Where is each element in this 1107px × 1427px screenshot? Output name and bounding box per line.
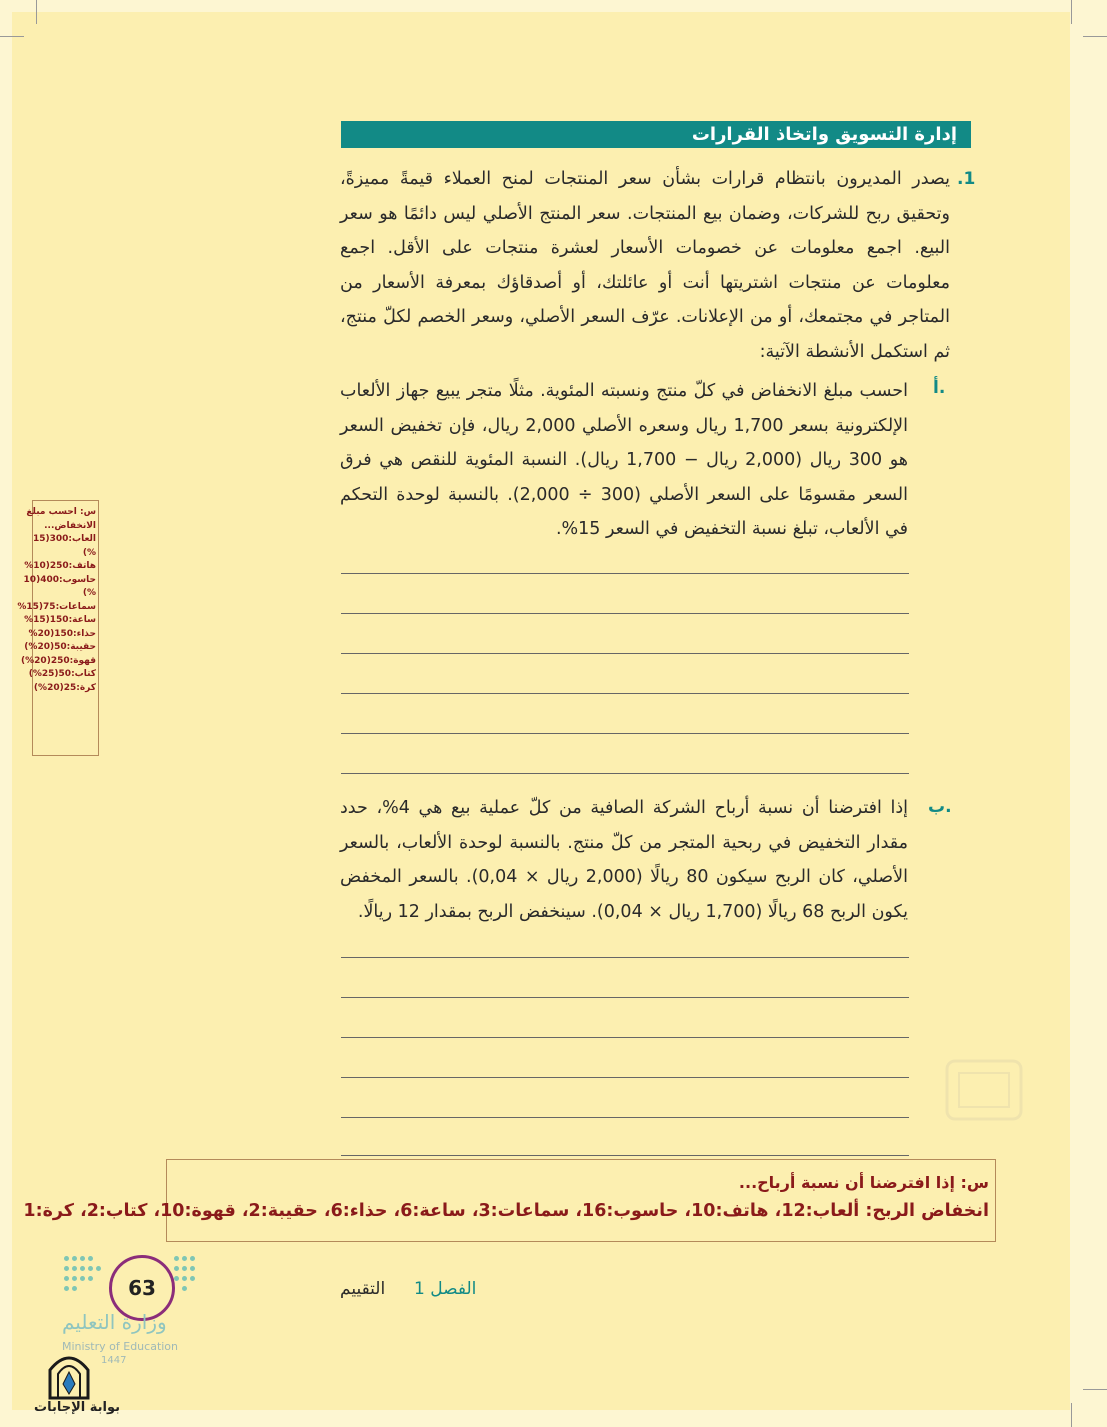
crop-mark	[1083, 1389, 1107, 1390]
answer-box	[23, 1159, 996, 1242]
chapter-footer	[340, 1279, 476, 1299]
section-label: التقييم	[340, 1279, 386, 1299]
side-answer-line: حذاء:150(20%	[28, 628, 96, 639]
watermark-icon	[943, 1055, 1025, 1125]
crop-mark	[1071, 1403, 1072, 1427]
writing-line	[341, 573, 909, 574]
side-answer-line: قهوة:250(20%)	[21, 655, 96, 666]
writing-line	[341, 733, 909, 734]
crop-mark	[1071, 0, 1072, 24]
ministry-logo-arabic: وزارة التعليم	[62, 1310, 167, 1334]
side-answer-line: ساعة:150(15%	[24, 615, 96, 625]
site-logo-icon	[46, 1350, 92, 1400]
question-1-text: يصدر المديرون بانتظام قرارات بشأن سعر المنتجات لمنح العملاء قيمةً مميزةً، وتحقيق ربح للشركات، وضمان بيع المنتجات. سعر المنتج الأصلي ليس دائمًا هو سعر البيع. اجمع معلومات عن خصومات الأسعار لعشرة منتجات على الأقل. اجمع معلومات عن منتجات اشتريتها أنت أو عائلتك، أو أصدقاؤك بمعرفة الأسعار من المتاجر في مجتمعك، أو من الإعلانات. عرّف السعر الأصلي، وسعر الخصم لكلّ منتج، ثم استكمل الأنشطة الآتية:	[340, 169, 950, 362]
writing-line	[341, 1037, 909, 1038]
writing-line	[341, 957, 909, 958]
side-answer-line: %)	[82, 547, 96, 558]
crop-mark	[0, 36, 24, 37]
answer-text: انخفاض الربح: ألعاب:12، هاتف:10، حاسوب:16، سماعات:3، ساعة:6، حذاء:6، حقيبة:2، قهوة:10، كتاب:2، كرة:1	[23, 1201, 989, 1221]
side-answer-line: كرة:25(20%)	[33, 682, 96, 693]
answer-question: س: إذا افترضنا أن نسبة أرباح...	[738, 1173, 989, 1192]
writing-line	[341, 1155, 909, 1156]
item-b-text: إذا افترضنا أن نسبة أرباح الشركة الصافية من كلّ عملية بيع هي 4%، حدد مقدار التخفيض في ربحية المتجر من كلّ منتج. بالنسبة لوحدة الألعاب، بالسعر الأصلي، كان الربح سيكون 80 ريالًا (2,000 ريال × 0,04). بالسعر المخفض يكون الربح 68 ريالًا (1,700 ريال × 0,04). سينخفض الربح بمقدار 12 ريالًا.	[340, 798, 909, 922]
ministry-year: 1447	[101, 1355, 127, 1366]
page-number: 63	[109, 1255, 175, 1321]
writing-line	[341, 653, 909, 654]
side-answer-line: هاتف:250(10%	[24, 561, 96, 571]
item-a-letter: أ.	[933, 378, 946, 398]
side-answer-line: حاسوب:400(10	[23, 574, 96, 585]
chapter-label: الفصل 1	[414, 1279, 477, 1299]
crop-mark	[36, 0, 37, 24]
side-answer-box	[17, 500, 99, 756]
item-b-letter: ب.	[928, 797, 952, 817]
writing-line	[341, 773, 909, 774]
side-answer-line: س: احسب مبلغ	[26, 507, 96, 517]
item-a-text: احسب مبلغ الانخفاض في كلّ منتج ونسبته المئوية. مثلًا متجر يبيع جهاز الألعاب الإلكترونية بسعر 1,700 ريال وسعره الأصلي 2,000 ريال، فإن تخفيض السعر هو 300 ريال (2,000 ريال − 1,700 ريال). النسبة المئوية للنقص هي فرق السعر مقسومًا على السعر الأصلي (300 ÷ 2,000). بالنسبة لوحدة التحكم في الألعاب، تبلغ نسبة التخفيض في السعر 15%.	[340, 381, 909, 539]
side-answer-line: حقيبة:50(20%)	[24, 642, 96, 652]
side-answer-line: سماعات:75(15%	[17, 601, 96, 612]
site-label: بوابة الإجابات	[34, 1400, 120, 1415]
question-number: .1	[957, 169, 976, 189]
side-answer-line: %)	[82, 588, 96, 598]
side-answer-line: كتاب:50(25%)	[28, 669, 96, 679]
side-answer-line: الانخفاض...	[44, 520, 96, 531]
crop-mark	[1083, 36, 1107, 37]
section-title: إدارة التسويق واتخاذ القرارات	[341, 121, 971, 148]
writing-line	[341, 1117, 909, 1118]
writing-line	[341, 1077, 909, 1078]
writing-line	[341, 997, 909, 998]
writing-line	[341, 613, 909, 614]
ministry-logo-english: Ministry of Education	[62, 1340, 179, 1353]
writing-line	[341, 693, 909, 694]
side-answer-line: العاب:300(15	[32, 534, 96, 544]
